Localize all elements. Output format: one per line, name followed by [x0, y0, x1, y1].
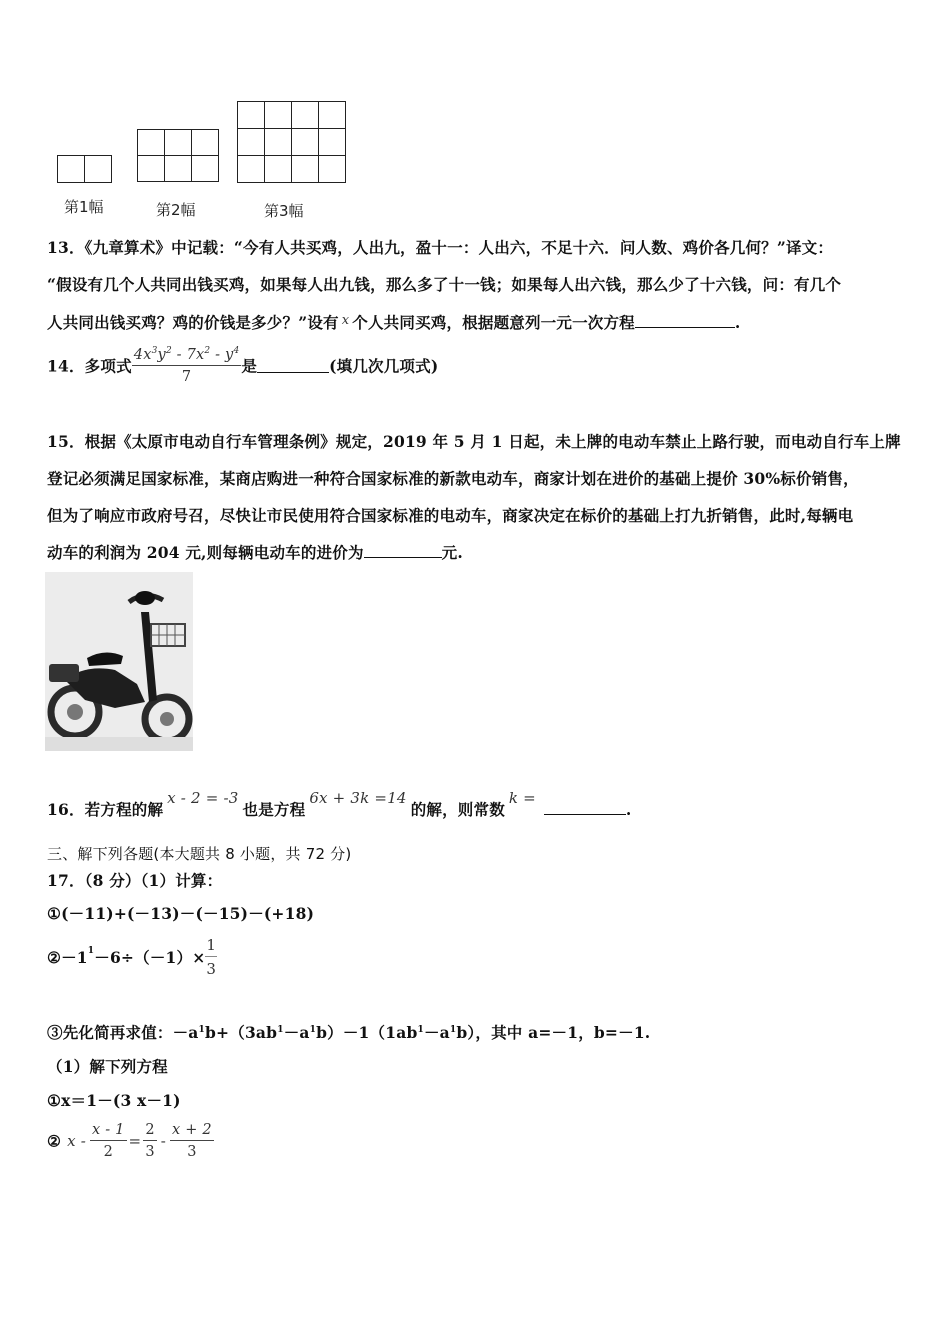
- q17-calc-1: ①(－11)+(－13)－(－15)－(+18): [47, 904, 315, 923]
- q16-equation-2: 6x + 3k =14: [309, 789, 407, 807]
- q17-solve-2: [47, 1122, 214, 1160]
- q14: [47, 346, 438, 385]
- electric-bike-photo: [45, 572, 193, 751]
- q13-line-2: “假设有几个人共同出钱买鸡，如果每人出九钱，那么多了十一钱；如果每人出六钱，那么少了十六钱，问：有几个: [47, 275, 842, 294]
- q16-prefix: 16．若方程的解: [47, 800, 164, 819]
- q17-head: 17．（8 分）（1）计算：: [47, 871, 223, 890]
- q16-equation-3: k =: [508, 789, 536, 807]
- figure-3-label: 第3幅: [264, 202, 304, 220]
- q17-solve-2-x: x -: [67, 1132, 87, 1150]
- q16-equation-1: x - 2 = -3: [167, 789, 239, 807]
- q14-mid: 是: [241, 356, 258, 376]
- q13-line-1: 13．《九章算术》中记载：“今有人共买鸡，人出九，盈十一：人出六，不足十六．问人数、鸡价各几何？”译文：: [47, 238, 834, 257]
- figure-2-grid: [137, 129, 219, 182]
- q14-denominator: 7: [181, 368, 192, 385]
- q17-calc-2-b: －6÷（－1）×: [94, 948, 206, 967]
- q17-calc-2-fraction: [205, 936, 217, 978]
- q15-line-1: 15．根据《太原市电动自行车管理条例》规定，2019 年 5 月 1 日起，未上牌的电动车禁止上路行驶，而电动自行车上牌: [47, 432, 901, 451]
- q17-solve-2-fraction-1: $\frac{x - 1}{2}$: [92, 1122, 125, 1160]
- q14-answer-blank[interactable]: [257, 358, 329, 373]
- q14-polynomial-fraction: [132, 346, 242, 385]
- q16-end: .: [625, 800, 632, 819]
- q17-solve-2-fraction-3: $\frac{x + 2}{3}$: [172, 1122, 212, 1160]
- q16-mid-2: 的解，则常数: [410, 800, 505, 819]
- q15-line-3: 但为了响应市政府号召，尽快让市民使用符合国家标准的电动车，商家决定在标价的基础上打九折销售，此时,每辆电: [47, 506, 854, 525]
- q14-suffix: (填几次几项式): [329, 356, 439, 376]
- section-3-title: 三、解下列各题(本大题共 8 小题，共 72 分): [47, 845, 352, 863]
- q15-line-4: [47, 541, 463, 563]
- q16-mid: 也是方程: [242, 800, 306, 819]
- q17-solve-1: ①x＝1－(3 x－1): [47, 1091, 181, 1110]
- q15-line-4-b: 元.: [441, 543, 463, 562]
- q17-calc-3: ③先化简再求值：$-a^1b+(3ab^1-a^1b)-1(1ab^1-a^1b)$，其中 a=－1，b=－1.: [47, 1023, 651, 1042]
- q17-calc-2-a: ②－1: [47, 948, 88, 967]
- q17-solve-2-fraction-2: $\frac{2}{3}$: [145, 1122, 155, 1160]
- figure-1-grid: [57, 155, 112, 183]
- q14-prefix: 14．多项式: [47, 356, 132, 376]
- q13-line-3-end: .: [734, 313, 741, 332]
- figure-3-grid: [237, 101, 346, 183]
- q13-answer-blank[interactable]: [635, 313, 735, 328]
- q13-line-3: [47, 311, 740, 333]
- q17-solve-head: （1）解下列方程: [47, 1057, 168, 1076]
- q13-line-3-a: 人共同出钱买鸡？鸡的价钱是多少？”设有: [47, 313, 339, 332]
- q17-calc-2-numerator: 1: [205, 936, 217, 957]
- q13-line-3-b: 个人共同买鸡，根据题意列一元一次方程: [352, 313, 635, 332]
- q17-calc-2: [47, 936, 217, 978]
- q15-line-4-a: 动车的利润为 204 元,则每辆电动车的进价为: [47, 543, 364, 562]
- q16-answer-blank[interactable]: [544, 800, 626, 815]
- q14-numerator: $4x^3y^2 - 7x^2 - y^4$: [132, 346, 242, 366]
- q17-solve-2-mark: ②: [47, 1131, 62, 1151]
- q17-calc-2-sup: 1: [87, 946, 95, 956]
- q17-solve-2-minus: -: [160, 1132, 167, 1150]
- figure-2-label: 第2幅: [156, 201, 196, 219]
- figure-1-label: 第1幅: [64, 198, 104, 216]
- q16: [47, 789, 632, 820]
- q15-answer-blank[interactable]: [364, 543, 442, 558]
- q17-solve-2-eq: =: [128, 1132, 142, 1150]
- q13-var-x: x: [341, 313, 350, 328]
- q17-calc-2-denominator: 3: [206, 960, 217, 978]
- q15-line-2: 登记必须满足国家标准，某商店购进一种符合国家标准的新款电动车，商家计划在进价的基础上提价 30%标价销售，: [47, 469, 859, 488]
